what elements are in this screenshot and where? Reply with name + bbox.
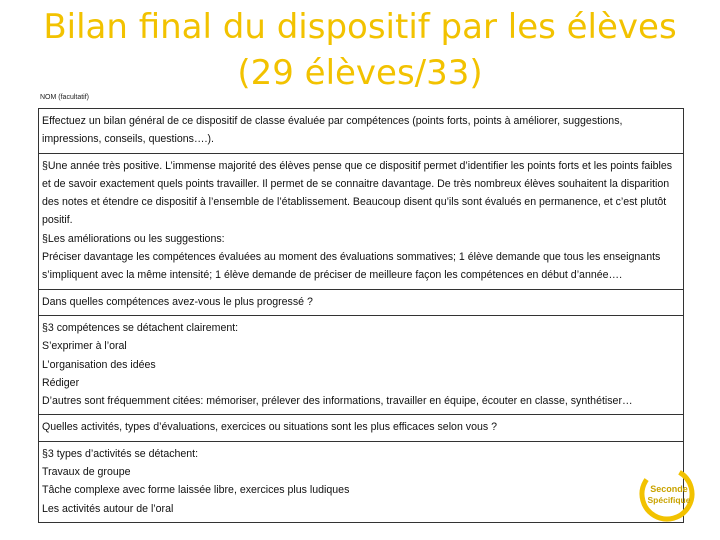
page-title [40, 4, 680, 96]
logo-ring [636, 466, 698, 522]
answer-1-suggestions: Préciser davantage les compétences évaluées au moment des évaluations sommatives; 1 élève demande que tous les enseignants s’impliquent avec la même intensité; 1 élève demande de préciser de meilleure façon les compétences en début d’année…. [42, 251, 661, 282]
question-2-row [39, 290, 683, 316]
survey-table [38, 108, 684, 523]
answer-2-others: D’autres sont fréquemment citées: mémoriser, prélever des informations, travailler en équipe, écouter en classe, synthétiser… [42, 395, 633, 408]
question-3: Quelles activités, types d’évaluations, exercices ou situations sont les plus efficaces selon vous ? [42, 421, 497, 434]
answer-2-item: Rédiger [42, 376, 80, 389]
title-line-2: (29 élèves/33) [237, 53, 483, 93]
seconde-specifique-logo [636, 466, 698, 522]
answer-3-row [39, 442, 683, 522]
answer-1-suggestions-heading: § Les améliorations ou les suggestions: [42, 230, 680, 248]
title-line-1: Bilan final du dispositif par les élèves [43, 7, 677, 47]
answer-3-item: Les activités autour de l’oral [42, 502, 174, 515]
question-1: Effectuez un bilan général de ce dispositif de classe évaluée par compétences (points forts, points à améliorer, suggestions, impressions, conseils, questions….). [42, 115, 623, 146]
nom-label: NOM (facultatif) [40, 94, 90, 101]
answer-2-item: L’organisation des idées [42, 358, 156, 371]
answer-2-heading: § 3 compétences se détachent clairement: [42, 319, 680, 337]
answer-1-row [39, 154, 683, 290]
logo-line-2: Spécifique [647, 495, 691, 505]
question-1-row [39, 109, 683, 154]
question-3-row [39, 415, 683, 441]
answer-3-item: Tâche complexe avec forme laissée libre, exercices plus ludiques [42, 484, 350, 497]
logo-line-1: Seconde [650, 484, 688, 494]
answer-3-item: Travaux de groupe [42, 466, 131, 479]
answer-2-row [39, 316, 683, 415]
answer-2-item: S’exprimer à l’oral [42, 340, 127, 353]
answer-3-heading: § 3 types d’activités se détachent: [42, 445, 680, 463]
question-2: Dans quelles compétences avez-vous le plus progressé ? [42, 295, 313, 308]
answer-1-summary: § Une année très positive. L’immense majorité des élèves pense que ce dispositif permet d’identifier les points forts et les points faibles et de savoir exactement quels points travailler. Il permet de se connaitre davantage. De très nombreux élèves souhaitent la disparition des notes et étendre ce dispositif à l’ensemble de l’établissement. Beaucoup disent qu’ils sont évalués en permanence, et c’est plutôt positif. [42, 157, 680, 230]
